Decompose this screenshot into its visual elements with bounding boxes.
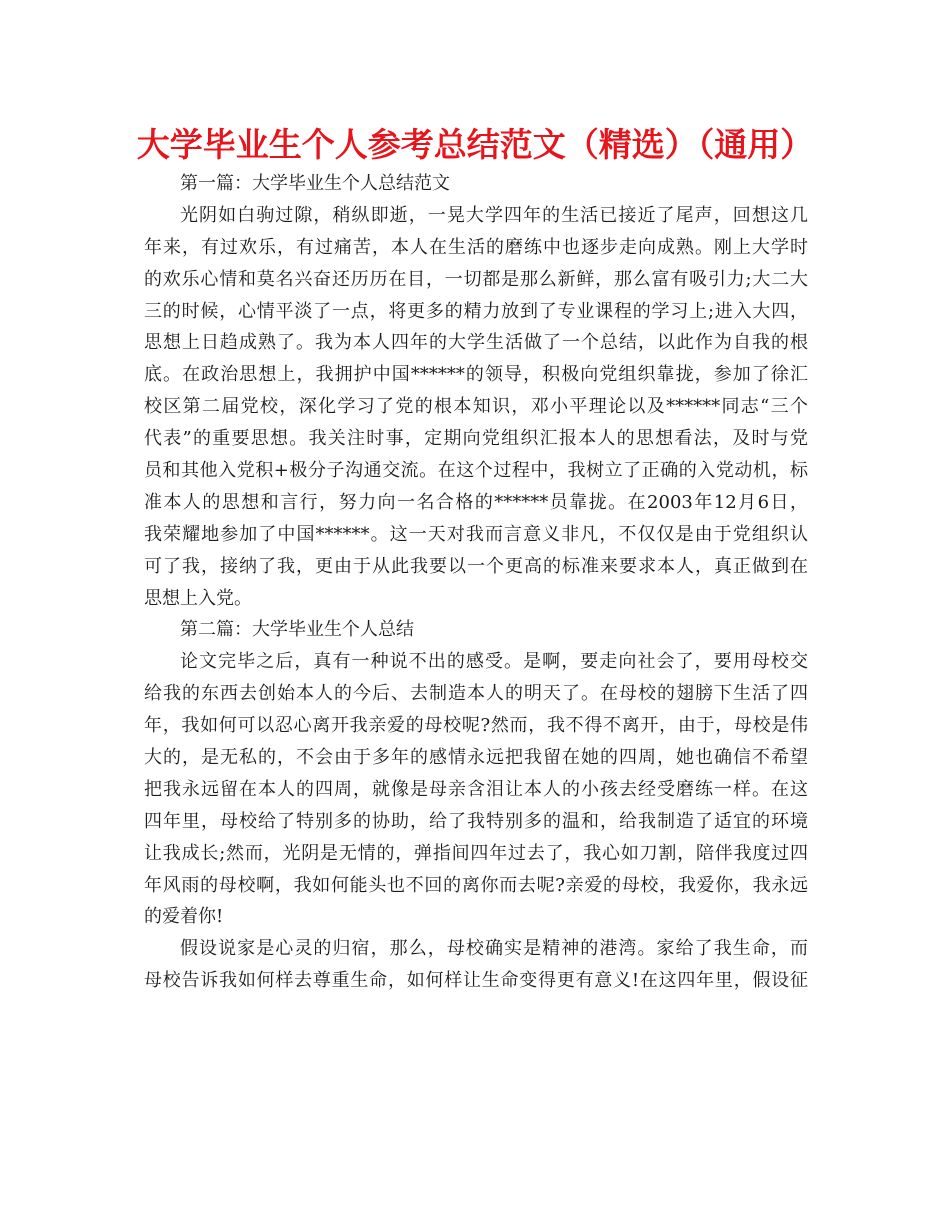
paragraph-line: 年，我如何可以忍心离开我亲爱的母校呢?然而，我不得不离开，由于，母校是伟 (144, 715, 808, 737)
paragraph-line: 思想上入党。 (144, 587, 252, 609)
paragraph-line: 可了我，接纳了我，更由于从此我要以一个更高的标准来要求本人，真正做到在 (144, 555, 808, 577)
paragraph-line: 员和其他入党积+极分子沟通交流。在这个过程中，我树立了正确的入党动机，标 (144, 460, 808, 482)
paragraph-line: 年来，有过欢乐，有过痛苦，本人在生活的磨练中也逐步走向成熟。刚上大学时 (144, 236, 808, 258)
document-title: 大学毕业生个人参考总结范文（精选）（通用） (136, 125, 814, 164)
section-heading: 第一篇：大学毕业生个人总结范文 (180, 173, 450, 194)
paragraph-line: 准本人的思想和言行，努力向一名合格的******员靠拢。在2003年12月6日， (144, 491, 808, 513)
paragraph-line: 论文完毕之后，真有一种说不出的感受。是啊，要走向社会了，要用母校交 (180, 651, 808, 673)
paragraph-line: 的爱着你! (144, 906, 224, 928)
paragraph-line: 光阴如白驹过隙，稍纵即逝，一晃大学四年的生活已接近了尾声，回想这几 (180, 204, 808, 226)
paragraph-line: 给我的东西去创始本人的今后、去制造本人的明天了。在母校的翅膀下生活了四 (144, 683, 808, 705)
paragraph-line: 我荣耀地参加了中国******。这一天对我而言意义非凡，不仅仅是由于党组织认 (144, 523, 808, 545)
paragraph-line: 假设说家是心灵的归宿，那么，母校确实是精神的港湾。家给了我生命，而 (180, 938, 808, 960)
section-heading: 第二篇：大学毕业生个人总结 (180, 619, 414, 641)
paragraph-line: 大的，是无私的，不会由于多年的感情永远把我留在她的四周，她也确信不希望 (144, 747, 808, 769)
paragraph-line: 让我成长;然而，光阴是无情的，弹指间四年过去了，我心如刀割，陪伴我度过四 (144, 842, 808, 864)
paragraph-line: 校区第二届党校，深化学习了党的根本知识，邓小平理论以及******同志“三个 (144, 396, 808, 418)
paragraph-line: 三的时候，心情平淡了一点，将更多的精力放到了专业课程的学习上;进入大四， (144, 300, 808, 322)
paragraph-line: 四年里，母校给了特别多的协助，给了我特别多的温和，给我制造了适宜的环境 (144, 810, 808, 832)
paragraph-line: 代表”的重要思想。我关注时事，定期向党组织汇报本人的思想看法，及时与党 (144, 428, 808, 450)
paragraph-line: 年风雨的母校啊，我如何能头也不回的离你而去呢?亲爱的母校，我爱你，我永远 (144, 874, 808, 896)
document-body (144, 168, 808, 997)
paragraph-line: 把我永远留在本人的四周，就像是母亲含泪让本人的小孩去经受磨练一样。在这 (144, 778, 808, 800)
paragraph-line: 底。在政治思想上，我拥护中国******的领导，积极向党组织靠拢，参加了徐汇 (144, 364, 808, 386)
paragraph-line: 母校告诉我如何样去尊重生命，如何样让生命变得更有意义!在这四年里，假设征 (144, 970, 808, 992)
paragraph-line: 思想上日趋成熟了。我为本人四年的大学生活做了一个总结，以此作为自我的根 (144, 332, 808, 354)
paragraph-line: 的欢乐心情和莫名兴奋还历历在目，一切都是那么新鲜，那么富有吸引力;大二大 (144, 268, 808, 290)
